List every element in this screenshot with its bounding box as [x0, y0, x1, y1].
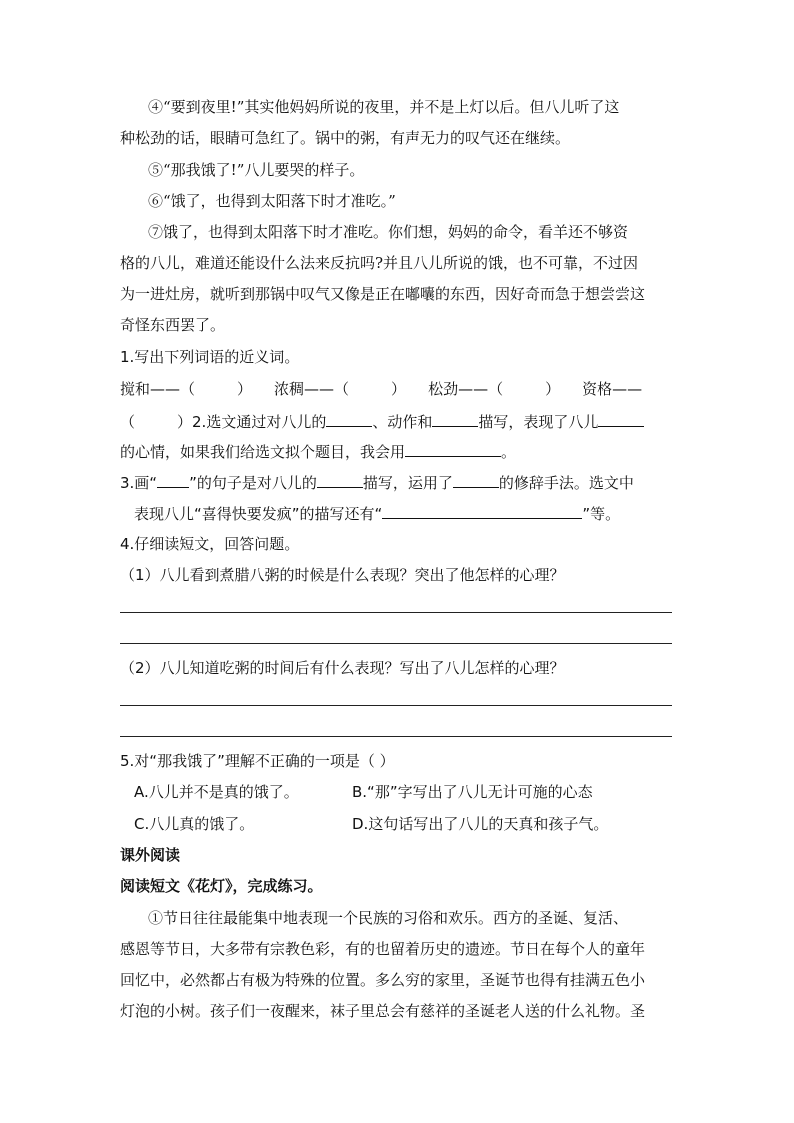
question-3-text-c: 描写，运用了: [362, 474, 453, 492]
question-2-text-c: 描写，表现了八儿: [478, 413, 599, 431]
synonym-word-3: 松劲——（: [428, 380, 504, 398]
blank-q3-3[interactable]: [382, 503, 582, 519]
underline-sample: [157, 472, 189, 488]
answer-line[interactable]: [120, 643, 672, 644]
question-3-text-f: ”等。: [582, 505, 621, 523]
paragraph-7-line-4: 奇怪东西罢了。: [120, 316, 226, 334]
passage-2-line-4: 灯泡的小树。孩子们一夜醒来，袜子里总会有慈祥的圣诞老人送的什么礼物。圣: [120, 1002, 646, 1020]
paragraph-7-line-1: ⑦饿了，也得到太阳落下时才准吃。你们想，妈妈的命令，看羊还不够资: [148, 223, 629, 241]
blank-q3-1[interactable]: [317, 472, 363, 488]
question-3-text-a: 3.画“: [120, 474, 158, 492]
reading-instruction: 阅读短文《花灯》，完成练习。: [120, 877, 323, 895]
blank-q2-1[interactable]: [326, 411, 372, 427]
answer-line[interactable]: [120, 612, 672, 613]
paragraph-7-line-3: 为一进灶房，就听到那锅中叹气又像是正在嘟囔的东西，因好奇而急于想尝尝这: [120, 285, 646, 303]
question-3-text-b: ”的句子是对八儿的: [189, 474, 317, 492]
paragraph-4-line-2: 种松劲的话，眼睛可急红了。锅中的粥，有声无力的叹气还在继续。: [120, 129, 571, 147]
question-2-line-1: [120, 411, 644, 432]
synonym-word-2: 浓稠——（: [274, 380, 350, 398]
question-2-text-a: ）2.选文通过对八儿的: [177, 413, 327, 431]
close-paren: ）: [237, 380, 253, 398]
question-2-line-2: [120, 441, 516, 462]
question-3-line-2: [134, 503, 620, 524]
paragraph-5: ⑤“那我饿了!”八儿要哭的样子。: [148, 161, 365, 179]
passage-2-line-1: ①节日往往最能集中地表现一个民族的习俗和欢乐。西方的圣诞、复活、: [148, 909, 629, 927]
question-1-words: [120, 379, 642, 399]
question-5-title: 5.对“那我饿了”理解不正确的一项是（ ）: [120, 752, 395, 770]
option-c[interactable]: C.八儿真的饿了。: [134, 815, 255, 833]
answer-line[interactable]: [120, 736, 672, 737]
question-4-sub-2: （2）八儿知道吃粥的时间后有什么表现？写出了八儿怎样的心理？: [120, 659, 565, 677]
question-4-sub-1: （1）八儿看到煮腊八粥的时候是什么表现？突出了他怎样的心理？: [120, 566, 565, 584]
answer-line[interactable]: [120, 705, 672, 706]
synonym-word-4: 资格——: [582, 380, 643, 398]
blank-q3-2[interactable]: [453, 472, 499, 488]
question-3-text-d: 的修辞手法。选文中: [498, 474, 634, 492]
question-1-title: 1.写出下列词语的近义词。: [120, 348, 300, 366]
paragraph-4-line-1: ④“要到夜里!”其实他妈妈所说的夜里，并不是上灯以后。但八儿听了这: [148, 98, 620, 116]
passage-2-line-2: 感恩等节日，大多带有宗教色彩，有的也留着历史的遗迹。节日在每个人的童年: [120, 940, 646, 958]
option-a[interactable]: A.八儿并不是真的饿了。: [134, 783, 299, 801]
question-2-text-b: 、动作和: [372, 413, 433, 431]
blank-q2-3[interactable]: [598, 411, 644, 427]
paragraph-6: ⑥“饿了，也得到太阳落下时才准吃。”: [148, 192, 396, 210]
blank-q2-2[interactable]: [432, 411, 478, 427]
open-paren: （: [120, 413, 136, 431]
close-paren: ）: [391, 380, 407, 398]
question-2-text-d: 的心情，如果我们给选文拟个题目，我会用: [120, 443, 406, 461]
passage-2-line-3: 回忆中，必然都占有极为特殊的位置。多么穷的家里，圣诞节也得有挂满五色小: [120, 971, 646, 989]
section-heading: 课外阅读: [120, 846, 181, 864]
option-b[interactable]: B.“那”字写出了八儿无计可施的心态: [352, 783, 593, 801]
close-paren: ）: [545, 380, 561, 398]
synonym-word-1: 搅和——（: [120, 380, 196, 398]
question-4-title: 4.仔细读短文，回答问题。: [120, 535, 300, 553]
question-3-line-1: [120, 472, 634, 493]
option-d[interactable]: D.这句话写出了八儿的天真和孩子气。: [352, 815, 609, 833]
question-3-text-e: 表现八儿“喜得快要发疯”的描写还有“: [134, 505, 383, 523]
paragraph-7-line-2: 格的八儿，难道还能设什么法来反抗吗?并且八儿所说的饿，也不可靠，不过因: [120, 254, 639, 272]
blank-q2-title[interactable]: [405, 441, 501, 457]
question-2-text-e: 。: [501, 443, 517, 461]
